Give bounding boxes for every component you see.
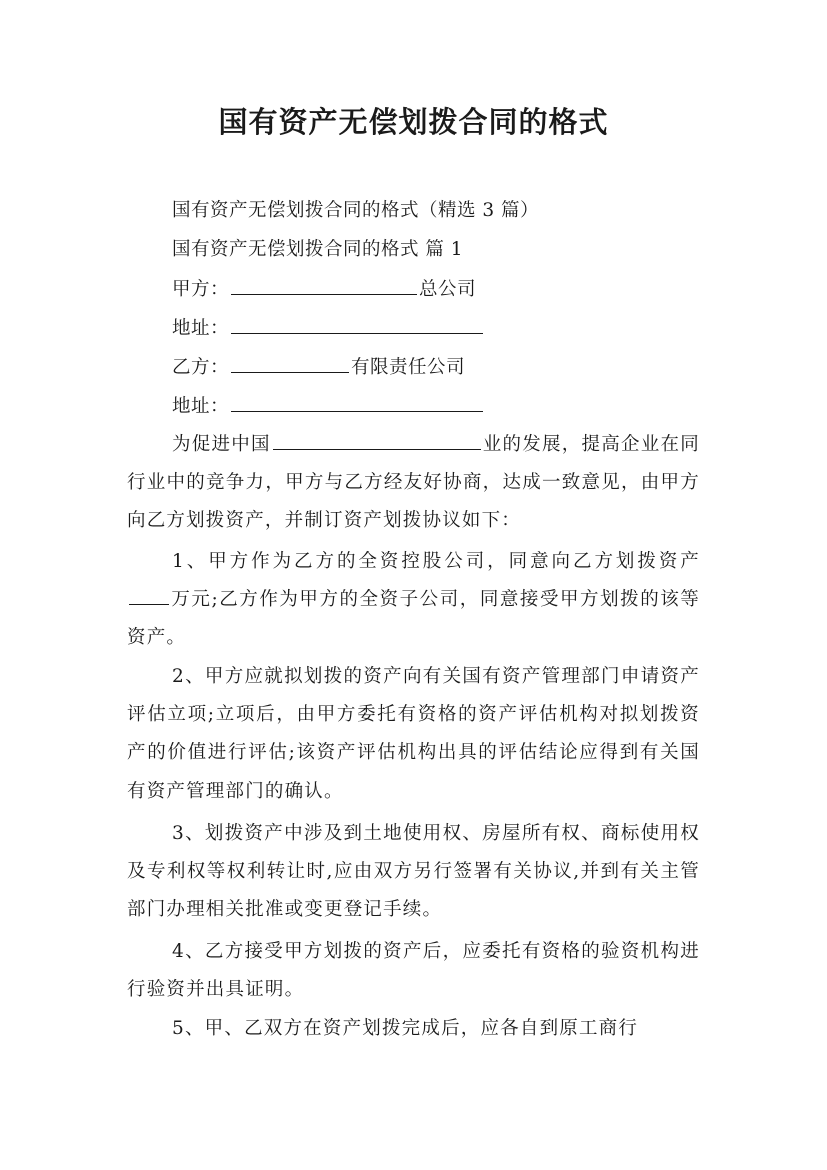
clause-1-rest: 万元;乙方作为甲方的全资子公司，同意接受甲方划拨的该等资产。 <box>127 589 700 649</box>
section-heading: 国有资产无偿划拨合同的格式 篇 1 <box>172 239 464 260</box>
address-label: 地址： <box>172 318 230 339</box>
party-a-address-line <box>172 315 485 342</box>
clause-1 <box>127 543 700 658</box>
party-b-address-line <box>172 393 485 420</box>
clause-4: 4、乙方接受甲方划拨的资产后，应委托有资格的验资机构进行验资并出具证明。 <box>127 941 700 1001</box>
document-title: 国有资产无偿划拨合同的格式 <box>218 105 609 139</box>
amount-blank <box>129 586 169 605</box>
party-a-address-blank <box>231 315 483 334</box>
party-b-label: 乙方： <box>172 357 230 378</box>
document-subtitle: 国有资产无偿划拨合同的格式（精选 3 篇） <box>172 200 540 221</box>
address-label: 地址： <box>172 396 230 417</box>
clause-3: 3、划拨资产中涉及到土地使用权、房屋所有权、商标使用权及专利权等权利转让时,应由双方另行签署有关协议,并到有关主管部门办理相关批准或变更登记手续。 <box>127 823 700 921</box>
party-b-line <box>172 354 465 381</box>
clause-1-prefix: 1、甲方作为乙方的全资控股公司，同意向乙方划拨资产 <box>172 551 700 572</box>
party-b-blank <box>231 354 349 373</box>
clause-2: 2、甲方应就拟划拨的资产向有关国有资产管理部门申请资产评估立项;立项后，由甲方委托有资格的资产评估机构对拟划拨资产的价值进行评估;该资产评估机构出具的评估结论应得到有关国有资产管理部门的确认。 <box>127 666 700 802</box>
party-b-suffix: 有限责任公司 <box>351 357 466 378</box>
intro-paragraph <box>127 426 700 541</box>
clause-5: 5、甲、乙双方在资产划拨完成后，应各自到原工商行 <box>172 1018 639 1039</box>
party-a-blank <box>231 276 417 295</box>
industry-blank <box>273 431 481 450</box>
party-a-line <box>172 276 476 303</box>
party-a-suffix: 总公司 <box>419 279 477 300</box>
intro-prefix: 为促进中国 <box>172 434 271 455</box>
intro-rest: 业的发展，提高企业在同行业中的竞争力，甲方与乙方经友好协商，达成一致意见，由甲方向乙方划拨资产，并制订资产划拨协议如下： <box>127 434 700 532</box>
party-b-address-blank <box>231 393 483 412</box>
party-a-label: 甲方： <box>172 279 230 300</box>
